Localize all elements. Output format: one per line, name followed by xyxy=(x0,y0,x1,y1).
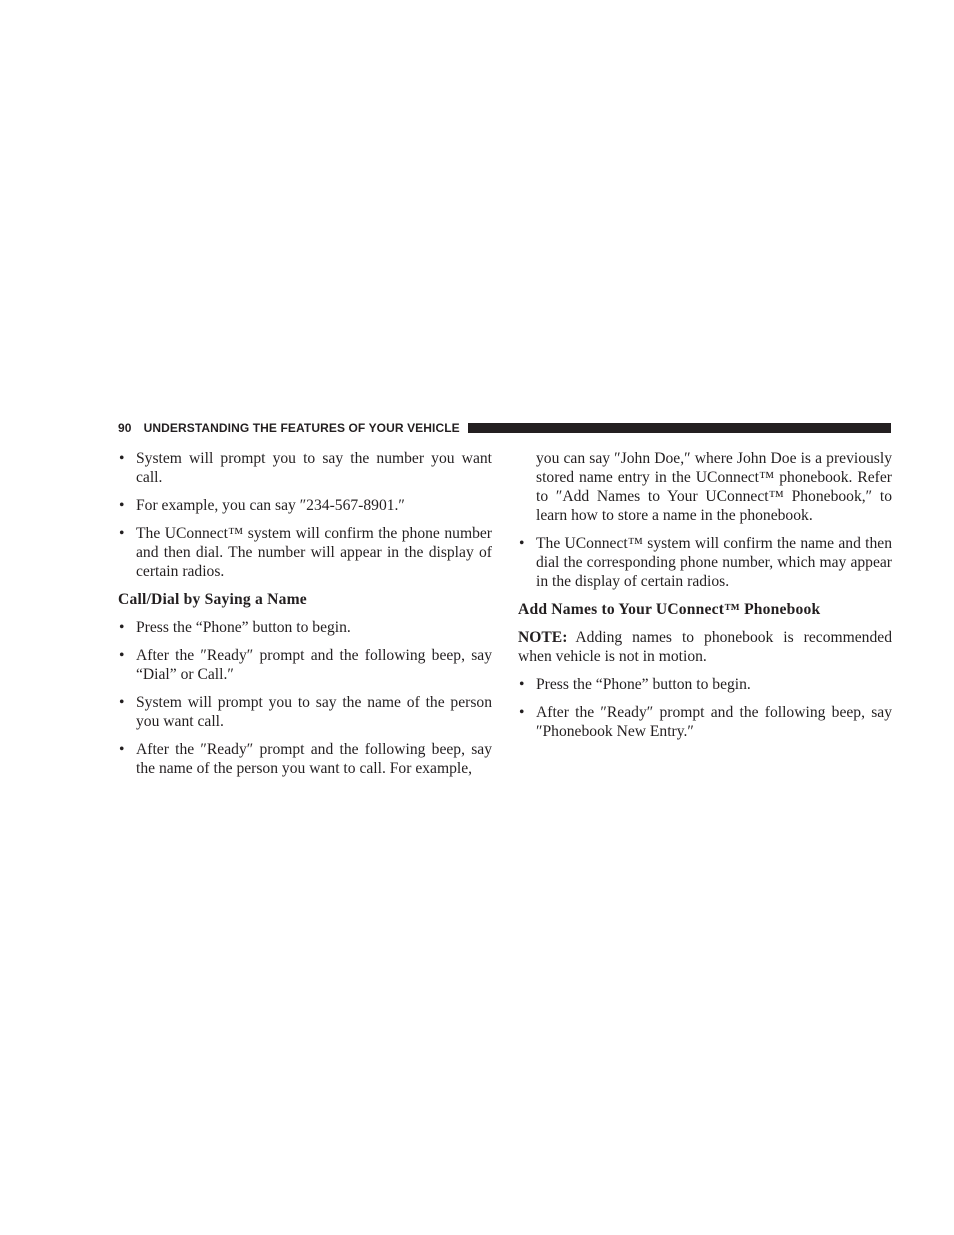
list-item xyxy=(118,740,492,778)
bullet-icon: • xyxy=(119,525,125,542)
list-item-continued xyxy=(518,449,892,525)
list-item-text: Press the “Phone” button to begin. xyxy=(536,676,751,693)
bullet-icon: • xyxy=(119,741,125,758)
list-item xyxy=(118,449,492,487)
list-item-text: After the ″Ready″ prompt and the following beep, say ″Phonebook New Entry.″ xyxy=(536,704,892,740)
list-item-text: For example, you can say ″234-567-8901.″ xyxy=(136,497,405,514)
bullet-icon: • xyxy=(519,676,525,693)
header-rule xyxy=(468,423,891,433)
list-item-text: System will prompt you to say the number you want call. xyxy=(136,450,492,486)
list-item-text: The UConnect™ system will confirm the name and then dial the corresponding phone number, which may appear in the display of certain radios. xyxy=(536,535,892,590)
note-text: Adding names to phonebook is recommended when vehicle is not in motion. xyxy=(518,629,892,665)
list-item-text: you can say ″John Doe,″ where John Doe is a previously stored name entry in the UConnect™ phonebook. Refer to ″Add Names to Your UConnect™ Phonebook,″ to learn how to store a name in the phonebook. xyxy=(536,450,892,524)
list-item xyxy=(118,646,492,684)
list-item xyxy=(518,534,892,591)
bullet-icon: • xyxy=(119,497,125,514)
list-item xyxy=(518,675,892,694)
list-item-text: System will prompt you to say the name of the person you want call. xyxy=(136,694,492,730)
bullet-icon: • xyxy=(119,450,125,467)
list-item xyxy=(518,703,892,741)
note-label: NOTE: xyxy=(518,629,568,646)
page-number: 90 xyxy=(118,421,132,435)
left-column xyxy=(118,449,492,787)
bullet-icon: • xyxy=(119,647,125,664)
bullet-icon: • xyxy=(119,694,125,711)
list-item-text: Press the “Phone” button to begin. xyxy=(136,619,351,636)
right-column xyxy=(518,449,892,750)
list-item xyxy=(118,496,492,515)
bullet-icon: • xyxy=(519,535,525,552)
section-title: UNDERSTANDING THE FEATURES OF YOUR VEHICLE xyxy=(143,421,460,435)
page-header xyxy=(118,419,891,437)
section-heading-call-dial-by-name: Call/Dial by Saying a Name xyxy=(118,591,307,608)
list-item-text: After the ″Ready″ prompt and the following beep, say “Dial” or Call.″ xyxy=(136,647,492,683)
bullet-icon: • xyxy=(519,704,525,721)
list-item-text: After the ″Ready″ prompt and the following beep, say the name of the person you want to call. For example, xyxy=(136,741,492,777)
note-paragraph xyxy=(518,628,892,666)
list-item xyxy=(118,618,492,637)
list-item xyxy=(118,524,492,581)
bullet-icon: • xyxy=(119,619,125,636)
list-item xyxy=(118,693,492,731)
list-item-text: The UConnect™ system will confirm the phone number and then dial. The number will appear in the display of certain radios. xyxy=(136,525,492,580)
section-heading-add-names: Add Names to Your UConnect™ Phonebook xyxy=(518,601,821,618)
